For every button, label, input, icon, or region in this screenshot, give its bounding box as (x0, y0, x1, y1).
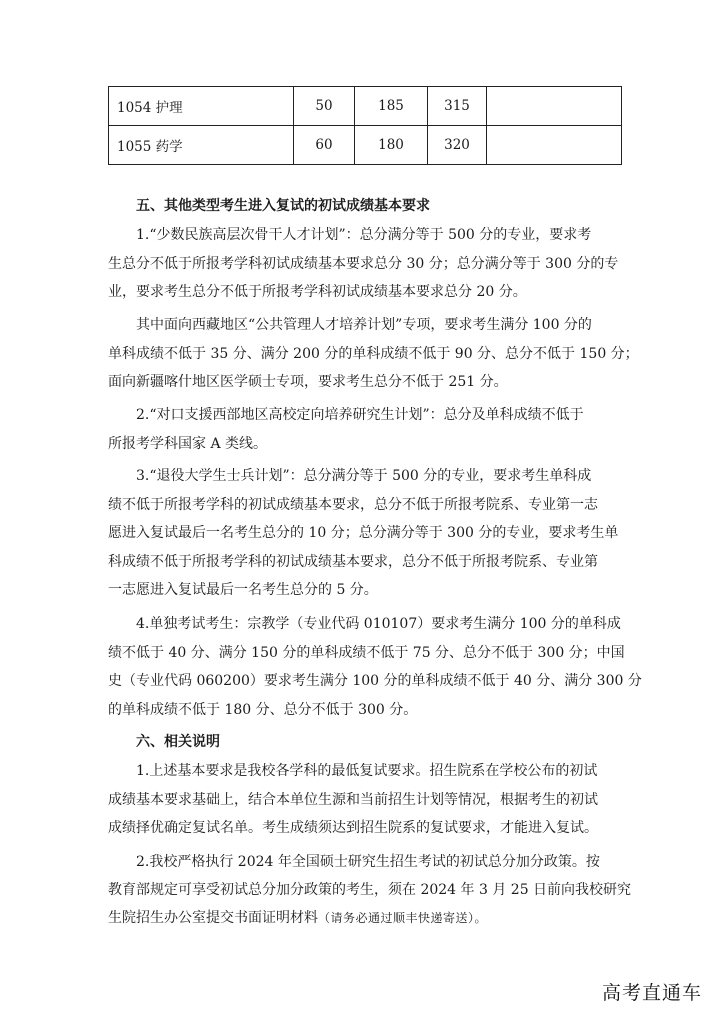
paragraph-line: 愿进入复试最后一名考生总分的 10 分；总分满分等于 300 分的专业，要求考生单 (108, 525, 619, 541)
empty-cell (487, 126, 622, 165)
score-cell: 185 (355, 87, 428, 126)
paragraph-line: 1.“少数民族高层次骨干人才计划”：总分满分等于 500 分的专业，要求考 (136, 227, 592, 243)
score-cell: 60 (294, 126, 355, 165)
paragraph-note: （请务必通过顺丰快递寄送）。 (318, 911, 488, 925)
paragraph-line: 教育部规定可享受初试总分加分政策的考生，须在 2024 年 3 月 25 日前向我校研究 (108, 882, 632, 898)
section-heading: 五、其他类型考生进入复试的初试成绩基本要求 (136, 198, 430, 214)
paragraph-line: 4.单独考试考生：宗教学（专业代码 010107）要求考生满分 100 分的单科成 (136, 616, 621, 632)
paragraph-line: 其中面向西藏地区“公共管理人才培养计划”专项，要求考生满分 100 分的 (136, 317, 592, 333)
paragraph-line: 所报考学科国家 A 类线。 (108, 436, 268, 452)
paragraph-line: 史（专业代码 060200）要求考生满分 100 分的单科成绩不低于 40 分、满分 300 分 (108, 673, 642, 689)
subject-cell: 1055 药学 (109, 126, 294, 165)
paragraph-line: 成绩择优确定复试名单。考生成绩须达到招生院系的复试要求，才能进入复试。 (108, 820, 598, 836)
paragraph-line: 一志愿进入复试最后一名考生总分的 5 分。 (108, 582, 378, 598)
paragraph-line (108, 908, 487, 928)
table-row (109, 87, 622, 126)
score-cell: 180 (355, 126, 428, 165)
paragraph-line: 2.“对口支援西部地区高校定向培养研究生计划”：总分及单科成绩不低于 (136, 407, 584, 423)
score-cell: 50 (294, 87, 355, 126)
score-table (108, 86, 622, 165)
paragraph-line: 绩不低于所报考学科的初试成绩基本要求，总分不低于所报考院系、专业第一志 (108, 497, 598, 513)
paragraph-line: 面向新疆喀什地区医学硕士专项，要求考生总分不低于 251 分。 (108, 374, 508, 390)
watermark-logo: 高考直通车 (602, 978, 702, 1005)
total-cell: 315 (428, 87, 487, 126)
section-heading: 六、相关说明 (136, 734, 220, 750)
total-cell: 320 (428, 126, 487, 165)
empty-cell (487, 87, 622, 126)
table-row (109, 126, 622, 165)
subject-cell: 1054 护理 (109, 87, 294, 126)
paragraph-line: 1.上述基本要求是我校各学科的最低复试要求。招生院系在学校公布的初试 (136, 763, 598, 779)
paragraph-line: 业，要求考生总分不低于所报考学科初试成绩基本要求总分 20 分。 (108, 284, 527, 300)
paragraph-text: 生院招生办公室提交书面证明材料 (108, 910, 318, 926)
paragraph-line: 科成绩不低于所报考学科的初试成绩基本要求，总分不低于所报考院系、专业第 (108, 554, 598, 570)
paragraph-line: 3.“退役大学生士兵计划”：总分满分等于 500 分的专业，要求考生单科成 (136, 468, 592, 484)
paragraph-line: 生总分不低于所报考学科初试成绩基本要求总分 30 分；总分满分等于 300 分的专 (108, 256, 619, 272)
paragraph-line: 成绩基本要求基础上，结合本单位生源和当前招生计划等情况，根据考生的初试 (108, 792, 598, 808)
paragraph-line: 单科成绩不低于 35 分、满分 200 分的单科成绩不低于 90 分、总分不低于 150 分； (108, 346, 639, 362)
paragraph-line: 的单科成绩不低于 180 分、总分不低于 300 分。 (108, 702, 418, 718)
paragraph-line: 2.我校严格执行 2024 年全国硕士研究生招生考试的初试总分加分政策。按 (136, 854, 600, 870)
paragraph-line: 绩不低于 40 分、满分 150 分的单科成绩不低于 75 分、总分不低于 300 分；中国 (108, 645, 625, 661)
